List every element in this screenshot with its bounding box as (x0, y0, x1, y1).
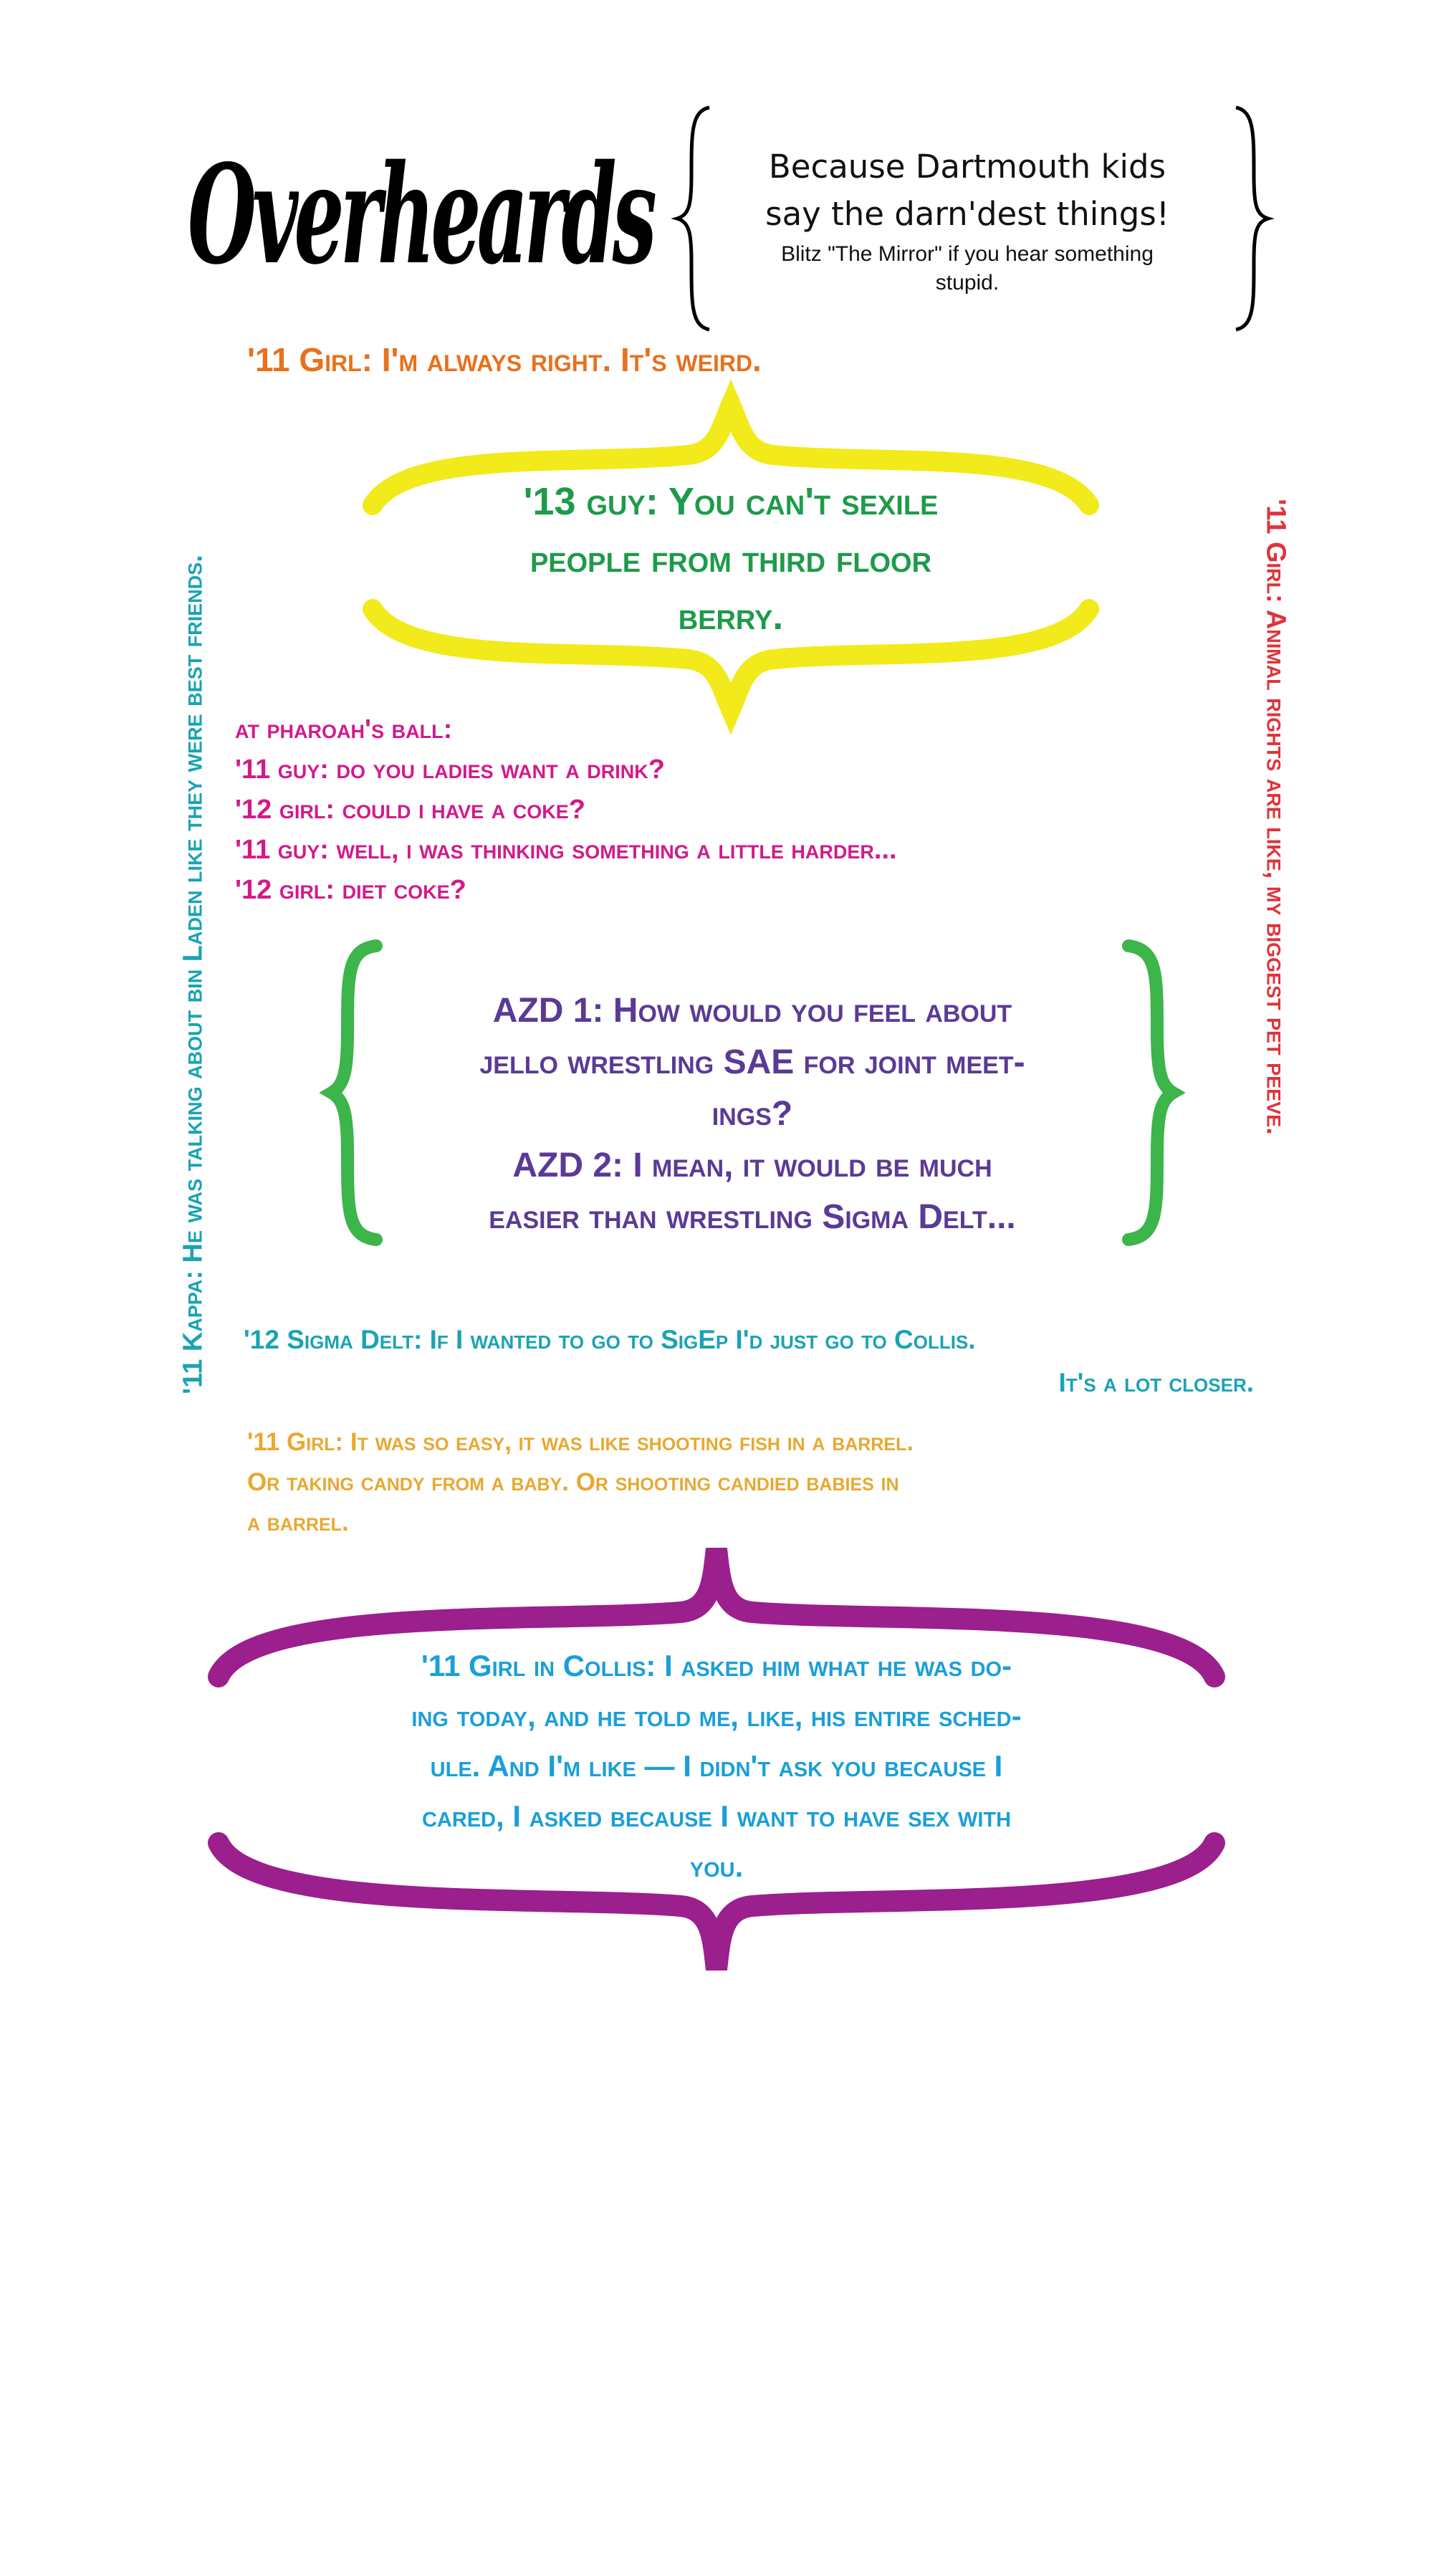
pharoahs-line-3: '12 girl: could i have a coke? (235, 795, 586, 825)
quote-collis (222, 1641, 1211, 1892)
collis-line-2: ing today, and he told me, like, his entire sched- (411, 1699, 1022, 1733)
azd-line-5: easier than wrestling Sigma Delt... (489, 1198, 1016, 1236)
quote-sigma-delt (244, 1318, 1254, 1404)
quote-sexile (373, 473, 1089, 645)
shooting-fish-line-2: Or taking candy from a baby. Or shooting candied babies in (247, 1468, 899, 1496)
pharoahs-line-5: '12 girl: diet coke? (235, 875, 466, 905)
collis-line-5: you. (689, 1849, 744, 1883)
green-left-brace (326, 939, 383, 1247)
note-line-2: stupid. (935, 271, 1000, 295)
quote-azd (383, 985, 1121, 1243)
azd-line-4: AZD 2: I mean, it would be much (512, 1146, 992, 1184)
collis-line-3: ule. And I'm like — I didn't ask you because I (430, 1749, 1003, 1783)
shooting-fish-line-3: a barrel. (247, 1508, 349, 1536)
side-quote-left: '11 Kappa: He was talking about bin Laden like they were best friends. (178, 555, 209, 1394)
pharoahs-line-4: '11 guy: well, i was thinking something a little harder... (235, 835, 897, 865)
azd-line-1: AZD 1: How would you feel about (492, 992, 1012, 1030)
side-quote-right: '11 Girl: Animal rights are like, my biggest pet peeve. (1260, 499, 1291, 1135)
quote-shooting-fish (247, 1422, 914, 1543)
pharoahs-line-2: '11 guy: do you ladies want a drink? (235, 755, 665, 785)
collis-line-4: cared, I asked because I want to have sex with (421, 1799, 1012, 1833)
pharoahs-line-1: at pharoah's ball: (235, 714, 453, 744)
collis-line-1: '11 Girl in Collis: I asked him what he was do- (421, 1649, 1012, 1682)
note-line-1: Blitz "The Mirror" if you hear something (781, 242, 1154, 266)
sigma-delt-line-2: It's a lot closer. (1058, 1368, 1254, 1397)
quote-always-right: '11 Girl: I'm always right. It's weird. (247, 341, 762, 378)
quote-sexile-line-1: '13 guy: You can't sexile (523, 480, 939, 523)
sigma-delt-line-1: '12 Sigma Delt: If I wanted to go to SigEp I'd just go to Collis. (244, 1325, 976, 1354)
green-right-brace (1121, 939, 1179, 1247)
quote-pharoahs-ball (235, 709, 897, 910)
azd-line-2: jello wrestling SAE for joint meet- (479, 1043, 1025, 1081)
tagline (716, 143, 1218, 238)
header-right-brace (1229, 104, 1272, 333)
submission-note (716, 240, 1218, 297)
shooting-fish-line-1: '11 Girl: It was so easy, it was like shooting fish in a barrel. (247, 1428, 914, 1456)
tagline-line-1: Because Dartmouth kids (768, 148, 1166, 186)
quote-sexile-line-2: people from third floor (529, 537, 932, 580)
tagline-line-2: say the darn'dest things! (765, 195, 1169, 233)
header-left-brace (674, 104, 716, 333)
quote-sexile-line-3: berry. (678, 595, 784, 638)
page-title: Overheards (188, 135, 653, 295)
azd-line-3: ings? (711, 1095, 793, 1133)
